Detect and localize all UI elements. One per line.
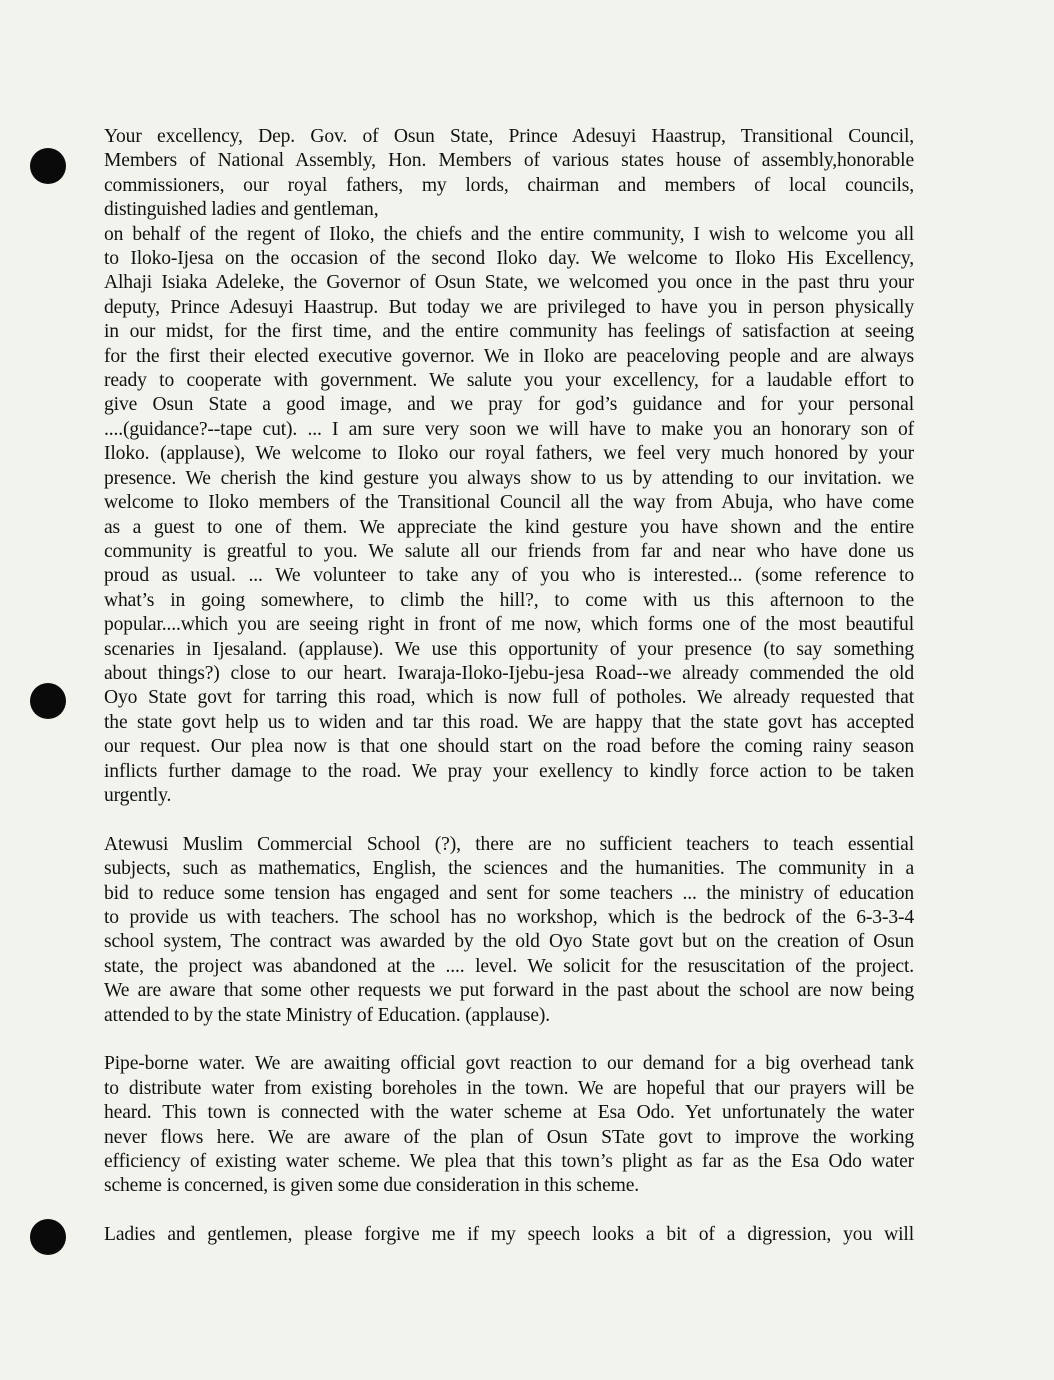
paragraph-gap	[104, 1199, 914, 1223]
text-line: efficiency of existing water scheme. We plea that this town’s plight as far as the Esa Odo water	[104, 1151, 914, 1173]
punch-hole	[30, 1219, 66, 1255]
text-line: to distribute water from existing boreholes in the town. We are hopeful that our prayers will be	[104, 1077, 914, 1099]
paragraph	[104, 1052, 914, 1198]
text-line: the state govt help us to widen and tar this road. We are happy that the state govt has accepted	[104, 711, 914, 733]
text-line: scenaries in Ijesaland. (applause). We use this opportunity of your presence (to say something	[104, 638, 914, 660]
text-line: our request. Our plea now is that one should start on the road before the coming rainy season	[104, 736, 914, 758]
text-line: Members of National Assembly, Hon. Members of various states house of assembly,honorable	[104, 150, 914, 172]
text-line: Oyo State govt for tarring this road, which is now full of potholes. We already requested that	[104, 687, 914, 709]
text-line: ....(guidance?--tape cut). ... I am sure very soon we will have to make you an honorary son of	[104, 418, 914, 440]
text-line: urgently.	[104, 784, 172, 806]
text-line: inflicts further damage to the road. We pray your exellency to kindly force action to be taken	[104, 760, 914, 782]
text-line: state, the project was abandoned at the .... level. We solicit for the resuscitation of the project.	[104, 955, 914, 977]
text-line: We are aware that some other requests we put forward in the past about the school are now being	[104, 980, 914, 1002]
text-line: never flows here. We are aware of the plan of Osun STate govt to improve the working	[104, 1126, 914, 1148]
text-line: popular....which you are seeing right in front of me now, which forms one of the most beautiful	[104, 614, 914, 636]
text-line: presence. We cherish the kind gesture you always show to us by attending to our invitation. we	[104, 467, 914, 489]
text-line: Iloko. (applause), We welcome to Iloko our royal fathers, we feel very much honored by your	[104, 443, 914, 465]
text-line: deputy, Prince Adesuyi Haastrup. But today we are privileged to have you in person physically	[104, 296, 914, 318]
text-line: attended to by the state Ministry of Education. (applause).	[104, 1004, 551, 1026]
text-line: in our midst, for the first time, and the entire community has feelings of satisfaction at seeing	[104, 321, 914, 343]
text-line: about things?) close to our heart. Iwaraja-Iloko-Ijebu-jesa Road--we already commended the old	[104, 662, 914, 684]
text-line: for the first their elected executive governor. We in Iloko are peaceloving people and are always	[104, 345, 914, 367]
text-line: heard. This town is connected with the water scheme at Esa Odo. Yet unfortunately the water	[104, 1102, 914, 1124]
speech-transcript	[104, 125, 914, 1248]
paragraph	[104, 833, 914, 1028]
paragraph-gap	[104, 808, 914, 832]
text-line: ready to cooperate with government. We salute you your excellency, for a laudable effort to	[104, 370, 914, 392]
text-line: Ladies and gentlemen, please forgive me if my speech looks a bit of a digression, you will	[104, 1224, 914, 1246]
text-line: bid to reduce some tension has engaged and sent for some teachers ... the ministry of education	[104, 882, 914, 904]
text-line: Pipe-borne water. We are awaiting official govt reaction to our demand for a big overhead tank	[104, 1053, 914, 1075]
paragraph-gap	[104, 1028, 914, 1052]
text-line: scheme is concerned, is given some due consideration in this scheme.	[104, 1175, 640, 1197]
text-line: commissioners, our royal fathers, my lords, chairman and members of local councils,	[104, 174, 914, 196]
text-line: what’s in going somewhere, to climb the hill?, to come with us this afternoon to the	[104, 589, 914, 611]
punch-hole	[30, 683, 66, 719]
text-line: community is greatful to you. We salute all our friends from far and near who have done us	[104, 540, 914, 562]
text-line: Your excellency, Dep. Gov. of Osun State, Prince Adesuyi Haastrup, Transitional Council,	[104, 126, 914, 147]
punch-hole	[30, 148, 66, 184]
text-line: Atewusi Muslim Commercial School (?), there are no sufficient teachers to teach essential	[104, 833, 914, 855]
paragraph	[104, 1223, 914, 1247]
text-line: subjects, such as mathematics, English, the sciences and the humanities. The community in a	[104, 858, 914, 880]
text-line: proud as usual. ... We volunteer to take any of you who is interested... (some reference to	[104, 565, 914, 587]
text-line: to provide us with teachers. The school has no workshop, which is the bedrock of the 6-3-3-4	[104, 906, 914, 928]
text-line: welcome to Iloko members of the Transitional Council all the way from Abuja, who have come	[104, 492, 914, 514]
text-line: as a guest to one of them. We appreciate the kind gesture you have shown and the entire	[104, 516, 914, 538]
text-line: to Iloko-Ijesa on the occasion of the second Iloko day. We welcome to Iloko His Excellency,	[104, 248, 914, 270]
text-line: school system, The contract was awarded by the old Oyo State govt but on the creation of Osun	[104, 931, 914, 953]
paragraph	[104, 125, 914, 808]
text-line: on behalf of the regent of Iloko, the chiefs and the entire community, I wish to welcome you all	[104, 223, 914, 245]
text-line: give Osun State a good image, and we pray for god’s guidance and for your personal	[104, 394, 914, 416]
text-line: Alhaji Isiaka Adeleke, the Governor of Osun State, we welcomed you once in the past thru your	[104, 272, 914, 294]
text-line: distinguished ladies and gentleman,	[104, 199, 379, 221]
